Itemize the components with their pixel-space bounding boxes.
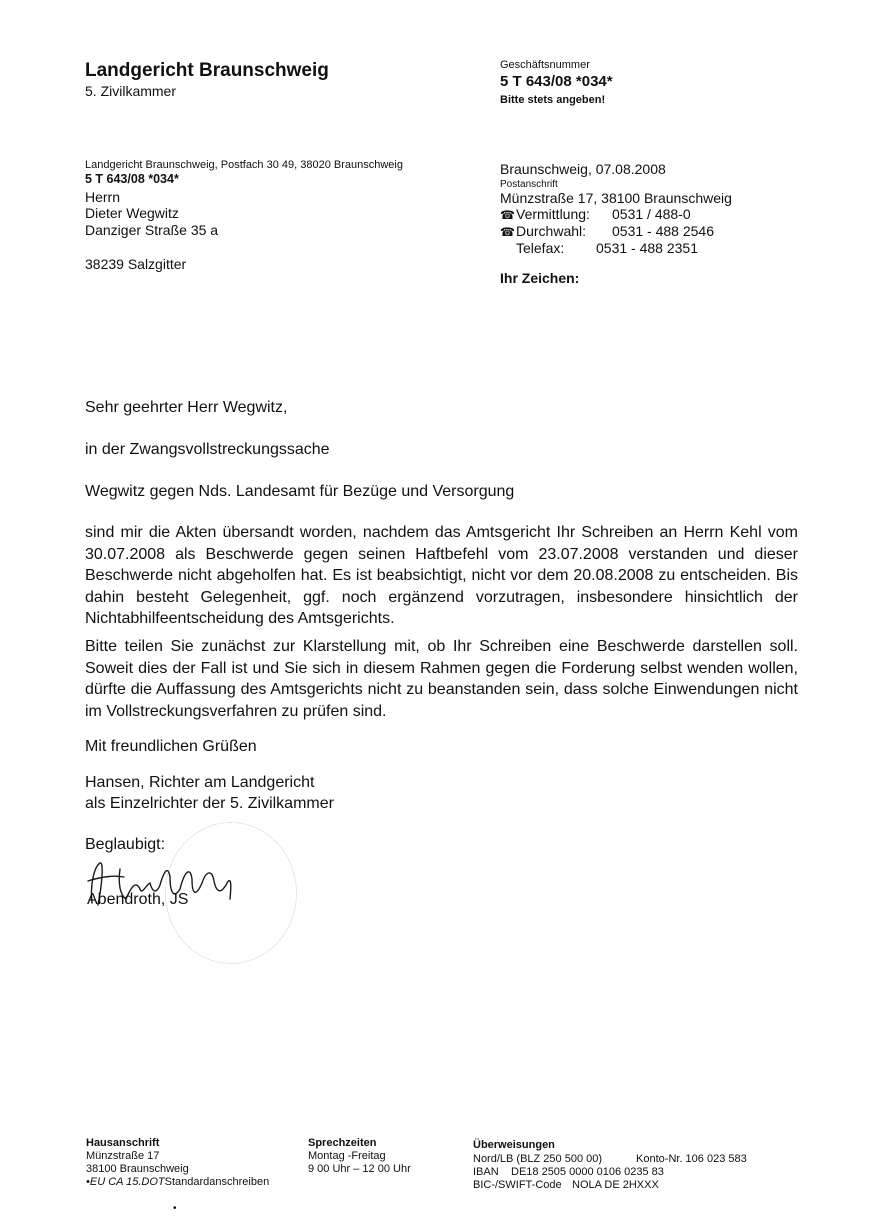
direct-label: Durchwahl: (516, 223, 587, 239)
document-template-code: •EU CA 15.DOT (86, 1176, 165, 1188)
footer-hours-head: Sprechzeiten (308, 1137, 377, 1149)
exchange-number: 0531 / 488-0 (612, 206, 691, 222)
bank-account: Konto-Nr. 106 023 583 (636, 1153, 747, 1165)
bank-name: Nord/LB (BLZ 250 500 00) (473, 1153, 603, 1165)
fax-row (500, 240, 698, 256)
telephone-icon: ☎ (500, 208, 515, 222)
address-case-number: 5 T 643/08 *034* (85, 172, 179, 186)
telephone-icon: ☎ (500, 225, 515, 239)
sender-return-address: Landgericht Braunschweig, Postfach 30 49, 38020 Braunschweig (85, 159, 403, 171)
footer-address-head: Hausanschrift (86, 1137, 160, 1149)
recipient-street: Danziger Straße 35 a (85, 222, 219, 238)
footer-hours-line-1: Montag -Freitag (308, 1150, 386, 1162)
document-template-name: Standardanschreiben (164, 1176, 270, 1188)
chamber: 5. Zivilkammer (85, 83, 177, 99)
postal-label: Postanschrift (500, 179, 558, 190)
footer-bic-line (473, 1179, 659, 1191)
direct-number: 0531 - 488 2546 (612, 223, 714, 239)
stray-mark: • (173, 1203, 177, 1214)
matter-intro: in der Zwangsvollstreckungssache (85, 441, 330, 458)
footer-hours-line-2: 9 00 Uhr – 12 00 Uhr (308, 1163, 411, 1175)
footer-bank-head: Überweisungen (473, 1139, 555, 1151)
paragraph-2: Bitte teilen Sie zunächst zur Klarstellung mit, ob Ihr Schreiben eine Beschwerde darstellen soll. Soweit dies der Fall ist und Sie sich in diesem Rahmen gegen die Forderung selbst wenden wollen, dürfte die Auffassung des Amtsgerichts nicht zu beanstanden sein, dass solche Einwendungen nicht im Vollstreckungsverfahren zu prüfen sind. (85, 638, 798, 720)
recipient-city: 38239 Salzgitter (85, 256, 187, 272)
footer-iban-line (473, 1166, 664, 1178)
postal-address: Münzstraße 17, 38100 Braunschweig (500, 190, 732, 206)
bic-label: BIC-/SWIFT-Code (473, 1179, 562, 1191)
paragraph-1: sind mir die Akten übersandt worden, nachdem das Amtsgericht Ihr Schreiben an Herrn Kehl vom 30.07.2008 als Beschwerde gegen seinen Haftbefehl vom 23.07.2008 verstanden und dieser Beschwerde nicht abgeholfen hat. Es ist beabsichtigt, nicht vor dem 20.08.2008 zu entscheiden. Bis dahin besteht Gelegenheit, ggf. noch ergänzend vorzutragen, insbesondere hinsichtlich der Nichtabhilfeentscheidung des Amtsgerichts. (85, 524, 798, 627)
matter-parties: Wegwitz gegen Nds. Landesamt für Bezüge und Versorgung (85, 483, 515, 500)
bic-value: NOLA DE 2HXXX (572, 1179, 659, 1191)
case-number-note: Bitte stets angeben! (500, 94, 606, 106)
closing: Mit freundlichen Grüßen (85, 738, 257, 755)
fax-label: Telefax: (516, 240, 565, 256)
iban-label: IBAN (473, 1166, 499, 1178)
exchange-label: Vermittlung: (516, 206, 590, 222)
case-number-label: Geschäftsnummer (500, 59, 590, 71)
fax-number: 0531 - 488 2351 (596, 240, 698, 256)
greeting: Sehr geehrter Herr Wegwitz, (85, 399, 288, 416)
recipient-name: Dieter Wegwitz (85, 205, 179, 221)
phone-exchange-row (500, 206, 691, 222)
court-name: Landgericht Braunschweig (85, 60, 329, 81)
recipient-salutation: Herrn (85, 189, 121, 205)
footer-address-line-2: 38100 Braunschweig (86, 1163, 189, 1175)
judge-line-2: als Einzelrichter der 5. Zivilkammer (85, 795, 334, 812)
footer-bank-line-1 (473, 1153, 747, 1165)
place-date: Braunschweig, 07.08.2008 (500, 161, 666, 177)
certifier-name: Abendroth, JS (87, 891, 189, 908)
footer-address-line-3 (86, 1176, 269, 1188)
footer-address-line-1: Münzstraße 17 (86, 1150, 160, 1162)
phone-direct-row (500, 223, 714, 239)
case-number: 5 T 643/08 *034* (500, 73, 613, 90)
your-reference-label: Ihr Zeichen: (500, 270, 580, 286)
iban-value: DE18 2505 0000 0106 0235 83 (511, 1166, 664, 1178)
judge-line-1: Hansen, Richter am Landgericht (85, 774, 315, 791)
certified-label: Beglaubigt: (85, 836, 166, 853)
